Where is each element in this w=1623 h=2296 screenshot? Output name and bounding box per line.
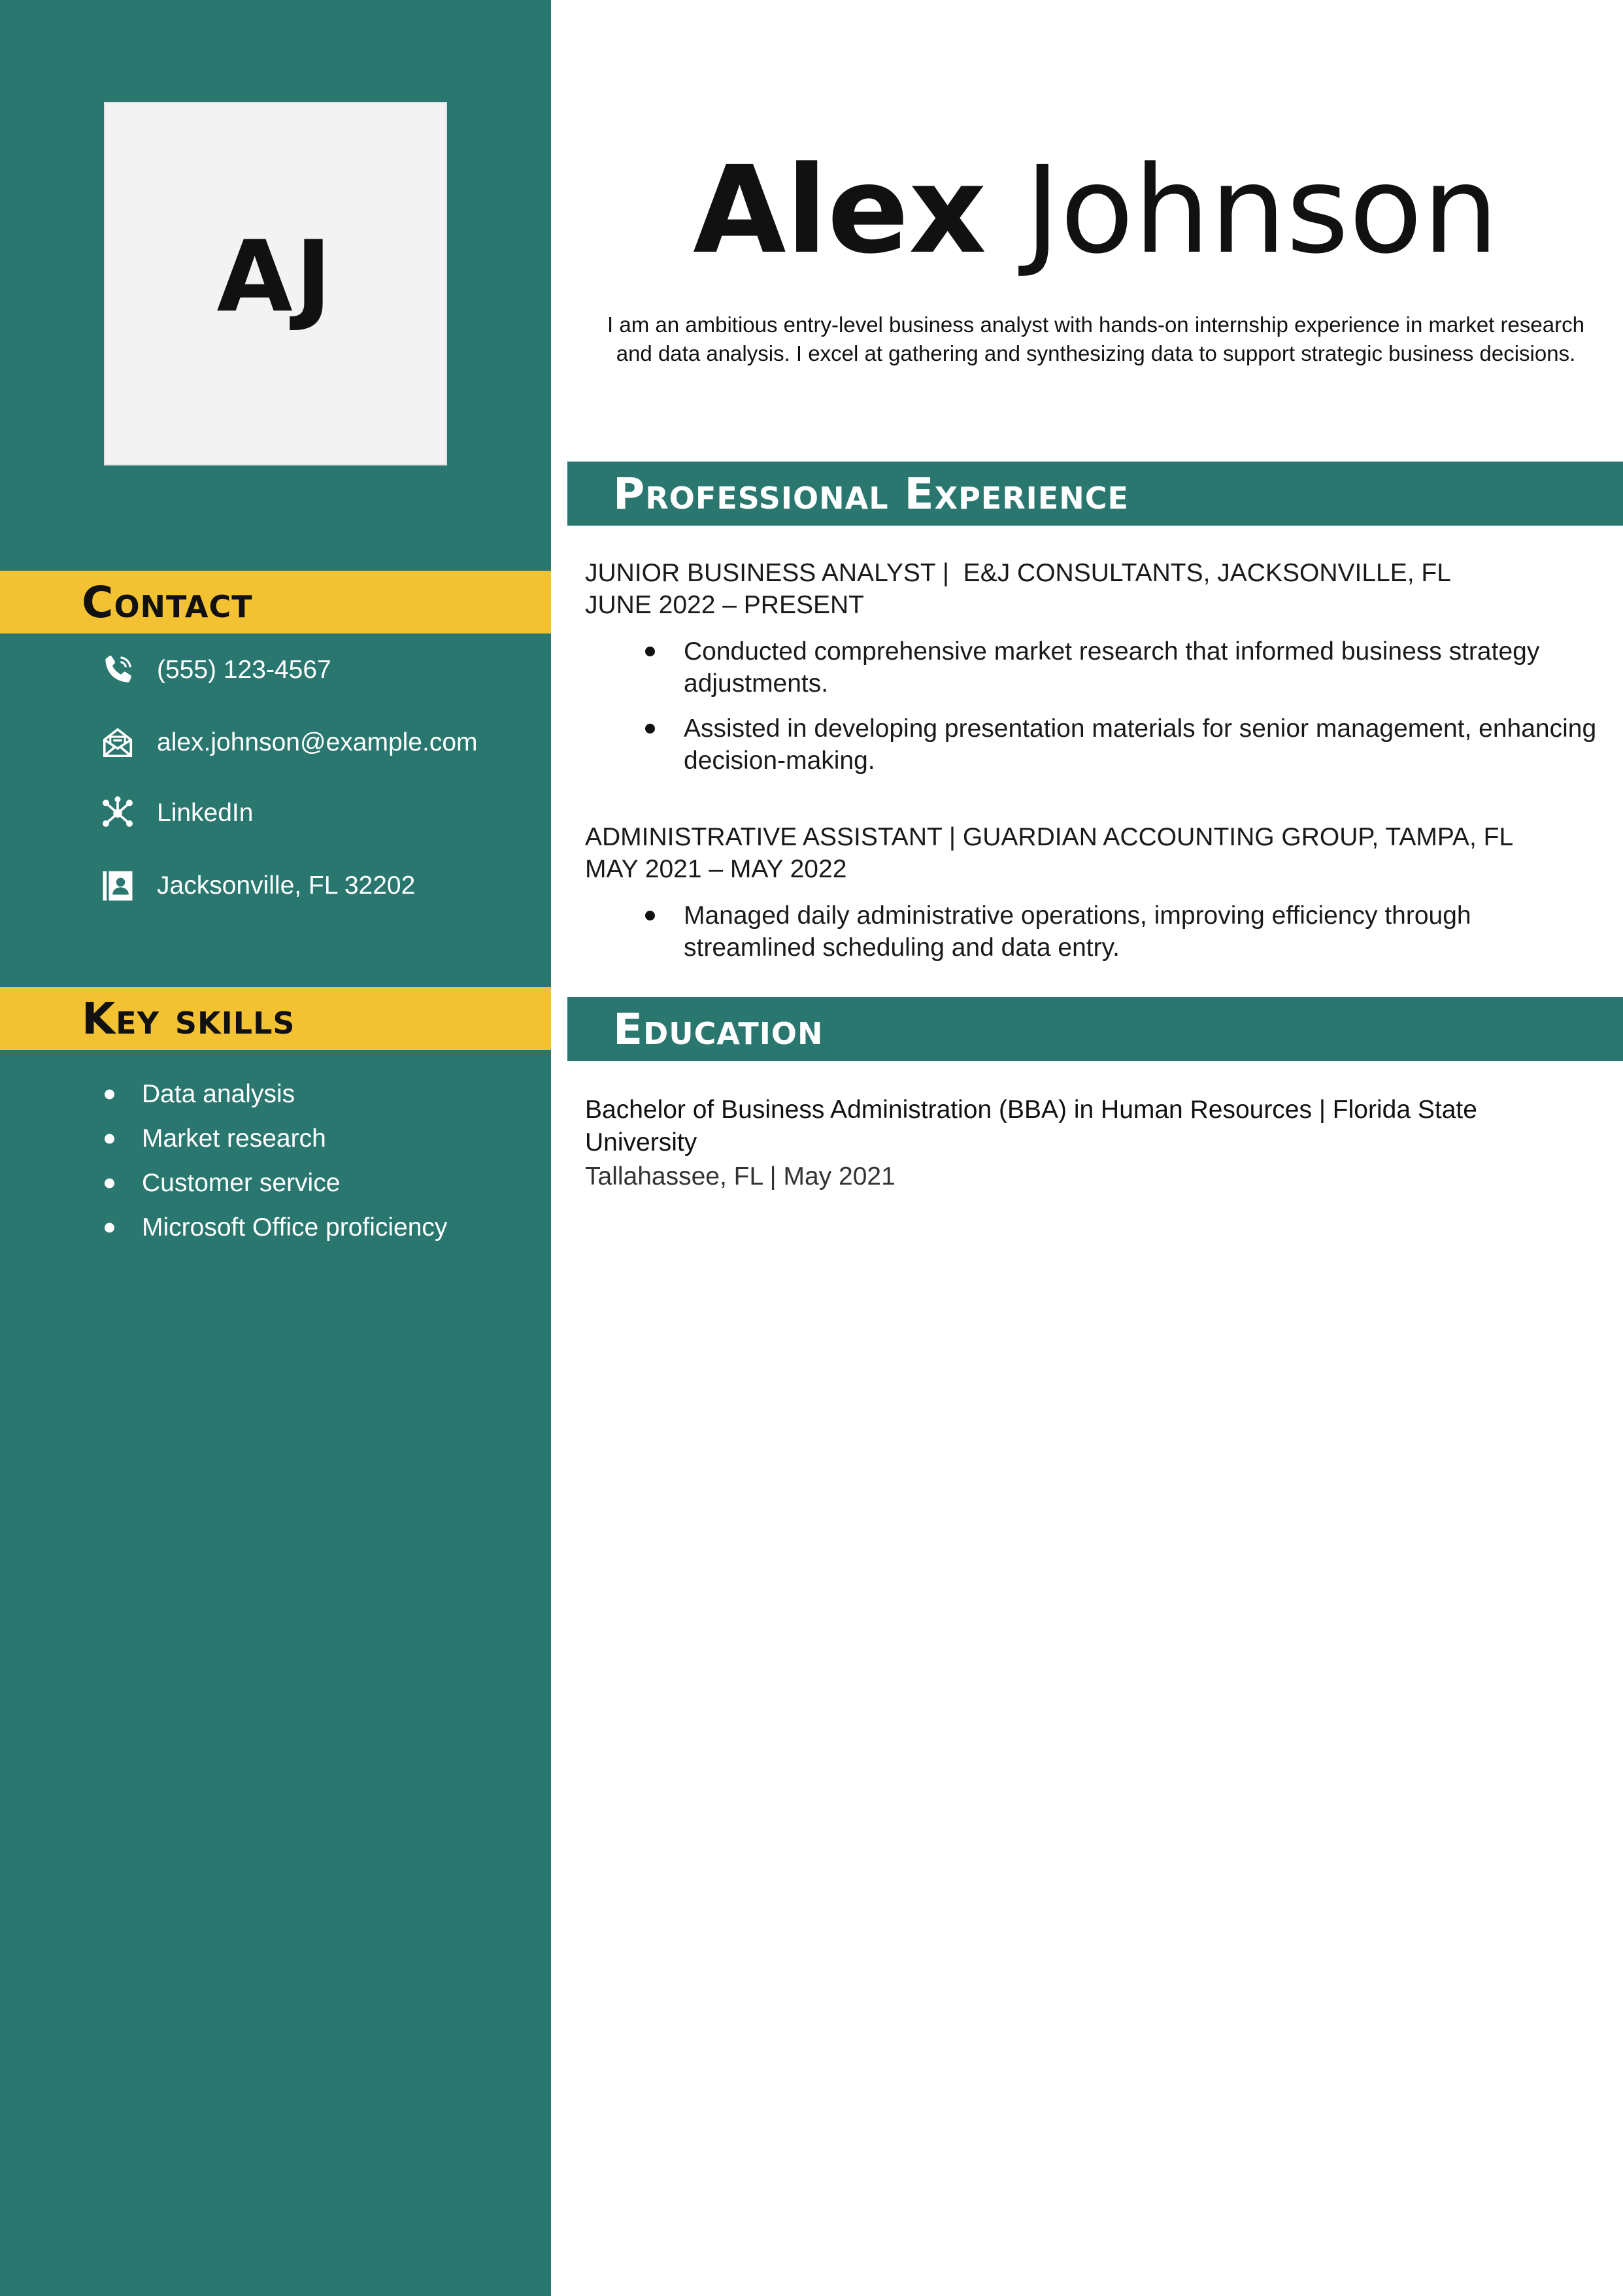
contact-email-text: alex.johnson@example.com (157, 728, 478, 756)
contact-phone-text: (555) 123-4567 (157, 656, 331, 684)
job-bullets (585, 900, 1605, 964)
monogram-box (104, 102, 447, 465)
education-meta: Tallahassee, FL | May 2021 (585, 1162, 895, 1190)
education-heading-label: Education (613, 1004, 824, 1055)
contact-linkedin[interactable] (98, 794, 253, 833)
list-item: Conducted comprehensive market research that informed business strategy adjustments. (585, 635, 1605, 700)
education-degree: Bachelor of Business Administration (BBA) in Human Resources | Florida State University (585, 1096, 1477, 1156)
email-icon (98, 723, 137, 762)
skills-list (105, 1072, 447, 1250)
contact-heading (0, 571, 551, 633)
job-bullets (585, 635, 1605, 777)
contact-address (98, 866, 415, 905)
skills-heading-label: Key skills (82, 993, 295, 1044)
experience-heading-label: Professional Experience (613, 468, 1129, 519)
sidebar (0, 0, 551, 2296)
job-entry (585, 821, 1605, 977)
monogram: AJ (216, 220, 335, 334)
job-title: ADMINISTRATIVE ASSISTANT | GUARDIAN ACCOUNTING GROUP, TAMPA, FL (585, 823, 1514, 851)
address-book-icon (98, 866, 137, 905)
phone-icon (98, 650, 137, 690)
list-item: Customer service (105, 1161, 447, 1206)
summary: I am an ambitious entry-level business analyst with hands-on internship experience in market research and data analysis. I excel at gathering and synthesizing data to support strategic business decisions. (607, 312, 1584, 365)
contact-address-text: Jacksonville, FL 32202 (157, 871, 416, 900)
job-entry (585, 557, 1605, 790)
contact-email[interactable] (98, 723, 478, 762)
education-entry (585, 1094, 1552, 1193)
contact-phone (98, 650, 331, 690)
list-item: Microsoft Office proficiency (105, 1206, 447, 1250)
list-item: Managed daily administrative operations, improving efficiency through streamlined scheduling and data entry. (585, 900, 1605, 964)
first-name: Alex (693, 141, 987, 280)
skills-heading (0, 987, 551, 1050)
contact-linkedin-text: LinkedIn (157, 799, 254, 827)
list-item: Market research (105, 1117, 447, 1161)
list-item: Data analysis (105, 1072, 447, 1117)
job-dates: MAY 2021 – MAY 2022 (585, 855, 847, 883)
job-title: JUNIOR BUSINESS ANALYST | E&J CONSULTANTS, JACKSONVILLE, FL (585, 559, 1451, 587)
last-name: Johnson (1024, 141, 1499, 280)
job-dates: JUNE 2022 – PRESENT (585, 591, 865, 619)
list-item: Assisted in developing presentation materials for senior management, enhancing decision-making. (585, 713, 1605, 777)
contact-heading-label: Contact (82, 577, 253, 628)
linkedin-network-icon (98, 794, 137, 833)
experience-heading (567, 462, 1623, 526)
education-heading (567, 997, 1623, 1061)
full-name (569, 141, 1623, 280)
